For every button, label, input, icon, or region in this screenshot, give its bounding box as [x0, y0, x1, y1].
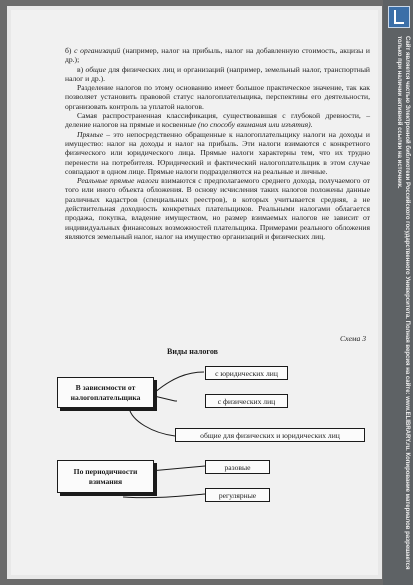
connector-line [129, 408, 175, 436]
paragraph-italic: Реальные прямые налоги [77, 176, 159, 186]
diagram-title: Виды налогов [167, 347, 218, 356]
group-by-payer: В зависимости от налогоплательщика [57, 377, 154, 408]
document-page [7, 6, 382, 579]
paragraph-text: для физических лиц и организаций (например, земельный налог, транспортный налог и др.). [65, 64, 370, 83]
paragraph-italic: Прямые [77, 129, 104, 139]
diagram-connectors [7, 6, 382, 579]
connector-line [154, 372, 204, 393]
paragraph-text: Самая распространенная классификация, существовавшая с глубокой древности, – деление налогов на прямые и косвенные [65, 111, 370, 130]
period-item: регулярные [205, 488, 270, 502]
sidebar-notice: Сайт является частью Электронной библиотеки Российского государственного Университета. Полная версия на сайте: www.ELIBRARY.ru. Копирование материалов разрешается только при наличии активной ссылки на источник. [396, 36, 410, 570]
payer-item: с физических лиц [205, 394, 288, 408]
paragraph-italic: с организаций [74, 46, 121, 55]
library-logo-icon [388, 6, 410, 28]
paragraph-italic: общие [85, 64, 106, 74]
paragraph-italic: (по способу взимания или изъятия). [197, 120, 313, 130]
connector-line [123, 494, 205, 498]
paragraph-lead: б) [65, 46, 75, 55]
payer-item: общие для физических и юридических лиц [175, 428, 365, 442]
paragraph-text: взимаются с предполагаемого среднего дохода, получаемого от того или иного объекта обложения. В основу исчисления таких налогов положены данные различных кадастров (специальных реестров), в которых учитывается средняя, а не действительная доходность конкретных плательщиков. Реальными налогами облагается продажа, покупка, владение имуществом, но размер взимаемых налогов не зависит от индивидуальных финансовых возможностей плательщика. Примерами реального обложения являются земельный налог, налог на имущество организаций и физических лиц. [65, 176, 370, 241]
paragraph-text: (например, налог на прибыль, налог на добавленную стоимость, акцизы и др.); [65, 46, 370, 65]
scheme-label: Схема 3 [340, 334, 366, 343]
paragraph-text: – это непосредственно обращенные к налогоплательщику налоги на доходы и имущество: налог на доходы и налог на прибыль. Эти налоги взимаются с конкретного физического или юридического лица. Прямые налоги характерны тем, что их трудно перенести на потребителя. Юридический и фактический налогоплательщик в этом случае совпадают в одном лице. Прямые налоги подразделяются на реальные и личные. [65, 129, 370, 176]
payer-item: с юридических лиц [205, 366, 288, 380]
period-item: разовые [205, 460, 270, 474]
connector-line [154, 396, 177, 401]
group-by-period: По периодичности взимания [57, 460, 154, 493]
paragraph-text: Разделение налогов по этому основанию имеет большое практическое значение, так как позволяет установить правовой статус налогоплательщика, перспективы его деятельности, организовать контроль за уплатой налогов. [65, 83, 370, 111]
paragraph-lead: в) [77, 64, 86, 74]
library-sidebar [383, 0, 413, 585]
